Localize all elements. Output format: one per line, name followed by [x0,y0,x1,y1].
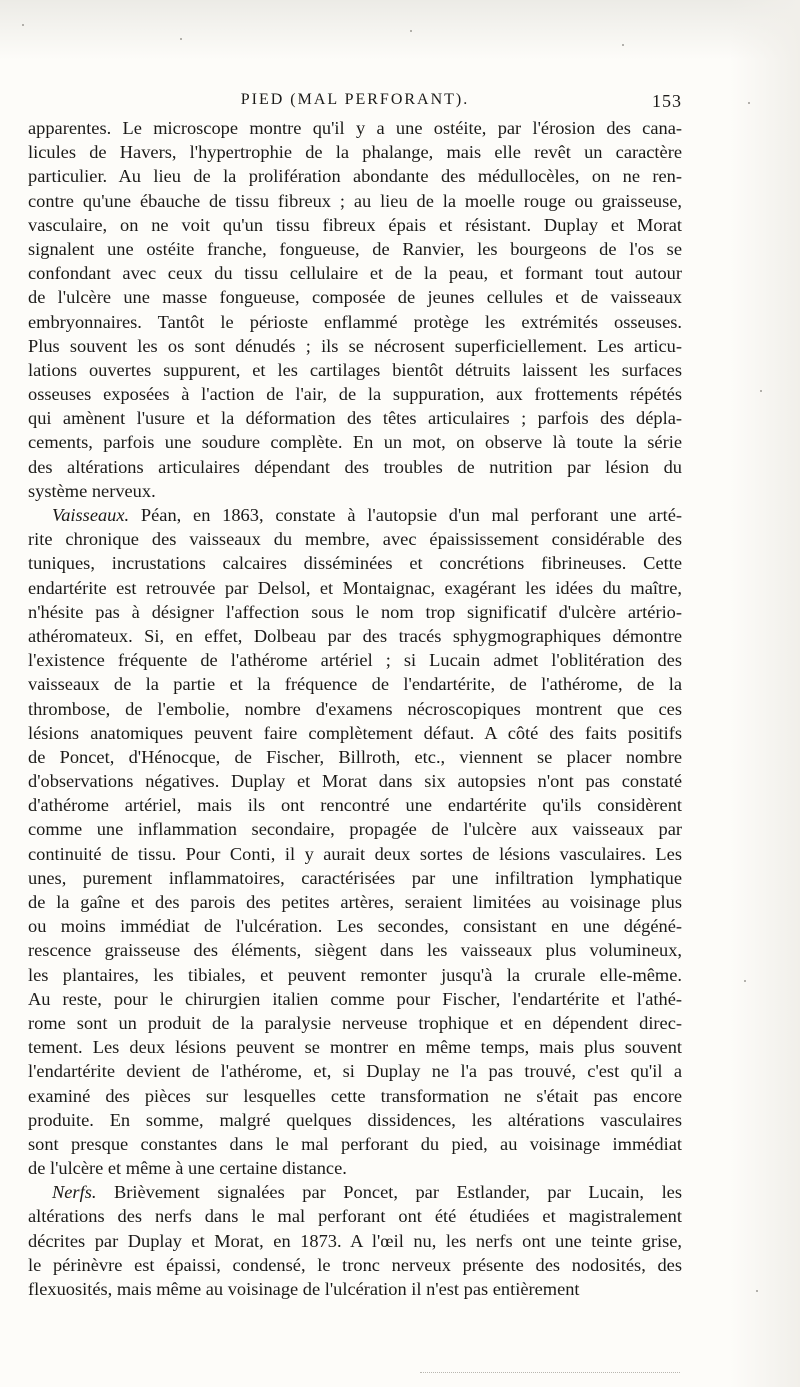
text-line: vasculaire, on ne voit qu'un tissu fibreux épais et résistant. Duplay et Morat [28,214,682,235]
paper-speck [748,102,750,104]
page-top-edge-shadow [0,0,800,60]
body-text [28,116,682,1301]
text-line: de l'ulcère une masse fongueuse, composée de jeunes cellules et de vaisseaux [28,287,682,308]
text-line: tuniques, incrustations calcaires disséminées et concrétions fibrineuses. Cette [28,553,682,574]
text-line: endartérite est retrouvée par Delsol, et Montaignac, exagérant les idées du maître, [28,577,682,598]
paper-speck [22,24,24,26]
text-line: des altérations articulaires dépendant des troubles de nutrition par lésion du [28,456,682,477]
text-line: vaisseaux de la partie et la fréquence de l'endartérite, de l'athérome, de la [28,674,682,695]
text-line: altérations des nerfs dans le mal perforant ont été étudiées et magistralement [28,1206,682,1227]
text-line [28,503,682,527]
text-line: de Poncet, d'Hénocque, de Fischer, Billroth, etc., viennent se placer nombre [28,746,682,767]
text-line: osseuses exposées à l'action de l'air, de la suppuration, aux frottements répétés [28,384,682,405]
text-line: contre qu'une ébauche de tissu fibreux ; au lieu de la moelle rouge ou graisseuse, [28,190,682,211]
text-line: lésions anatomiques peuvent faire complètement défaut. A côté des faits positifs [28,722,682,743]
text-line: de l'ulcère et même à une certaine distance. [28,1158,347,1179]
text-line: signalent une ostéite franche, fongueuse, de Ranvier, les bourgeons de l'os se [28,238,682,259]
text-line: les plantaires, les tibiales, et peuvent remonter jusqu'à la crurale elle-même. [28,964,682,985]
text-line: unes, purement inflammatoires, caractérisées par une infiltration lymphatique [28,867,682,888]
section-lead: Vaisseaux. [52,505,130,525]
page-number: 153 [652,91,682,111]
text-line: rite chronique des vaisseaux du membre, avec épaississement considérable des [28,529,682,550]
text-line: athéromateux. Si, en effet, Dolbeau par des tracés sphygmographiques démontre [28,625,682,646]
paper-speck [410,30,412,32]
text-line: examiné des pièces sur lesquelles cette transformation ne s'était pas encore [28,1085,682,1106]
paper-speck [622,44,624,46]
text-line: d'observations négatives. Duplay et Morat dans six autopsies n'ont pas constaté [28,771,682,792]
text-line: cements, parfois une soudure complète. En un mot, on observe là toute la série [28,432,682,453]
text-line-content: Brièvement signalées par Poncet, par Estlander, par Lucain, les [96,1182,682,1203]
text-line: rome sont un produit de la paralysie nerveuse trophique et en dépendent direc- [28,1012,682,1033]
text-line: l'existence fréquente de l'athérome artériel ; si Lucain admet l'oblitération des [28,650,682,671]
text-line: Au reste, pour le chirurgien italien comme pour Fischer, l'endartérite et l'athé- [28,988,682,1009]
text-line: ou moins immédiat de l'ulcération. Les secondes, consistant en une dégéné- [28,916,682,937]
text-line: produite. En somme, malgré quelques dissidences, les altérations vasculaires [28,1109,682,1130]
text-line: sont presque constantes dans le mal perforant du pied, au voisinage immédiat [28,1133,682,1154]
text-line: embryonnaires. Tantôt le périoste enflammé protège les extrémités osseuses. [28,311,682,332]
text-line: qui amènent l'usure et la déformation des têtes articulaires ; parfois des dépla- [28,408,682,429]
running-title: PIED (MAL PERFORANT). [240,91,470,108]
text-line: décrites par Duplay et Morat, en 1873. A l'œil nu, les nerfs ont une teinte grise, [28,1230,682,1251]
text-line: thrombose, de l'embolie, nombre d'examens nécroscopiques montrent que ces [28,698,682,719]
paper-speck [756,1290,758,1292]
paper-speck [744,980,746,982]
paper-speck [760,390,762,392]
text-line: de la gaîne et des parois des petites artères, seraient limitées au voisinage plus [28,892,682,912]
text-line: n'hésite pas à désigner l'affection sous le nom trop significatif d'ulcère artério- [28,601,682,622]
text-line: confondant avec ceux du tissu cellulaire et de la peau, et formant tout autour [28,263,682,284]
text-line: système nerveux. [28,480,156,501]
text-line: l'endartérite devient de l'athérome, et, si Duplay ne l'a pas trouvé, c'est qu'il a [28,1061,682,1082]
page-right-edge-shadow [730,0,800,1387]
text-line: d'athérome artériel, mais ils ont rencontré une endartérite qu'ils considèrent [28,795,682,816]
text-line: rescence graisseuse des éléments, siègent dans les vaisseaux plus volumineux, [28,940,682,961]
bottom-print-marks [420,1368,680,1373]
text-line: tement. Les deux lésions peuvent se montrer en même temps, mais plus souvent [28,1037,682,1058]
section-lead: Nerfs. [52,1182,97,1203]
text-line: flexuosités, mais même au voisinage de l'ulcération il n'est pas entièrement [28,1279,580,1299]
text-line: le périnèvre est épaissi, condensé, le tronc nerveux présente des nodosités, des [28,1254,682,1275]
paper-speck [180,38,182,40]
text-line [28,1180,682,1204]
page-header [28,91,682,115]
text-line: licules de Havers, l'hypertrophie de la phalange, mais elle revêt un caractère [28,142,682,163]
text-line: Plus souvent les os sont dénudés ; ils se nécrosent superficiellement. Les articu- [28,335,682,356]
text-line-content: Péan, en 1863, constate à l'autopsie d'un mal perforant une arté- [129,505,682,525]
text-line: comme une inflammation secondaire, propagée de l'ulcère aux vaisseaux par [28,819,682,840]
text-line: particulier. Au lieu de la prolifération abondante des médullocèles, on ne ren- [28,166,682,187]
text-line: continuité de tissu. Pour Conti, il y aurait deux sortes de lésions vasculaires. Les [28,843,682,864]
text-line: apparentes. Le microscope montre qu'il y a une ostéite, par l'érosion des cana- [28,118,682,138]
text-line: lations ouvertes suppurent, et les cartilages bientôt détruits laissent les surfaces [28,359,682,380]
